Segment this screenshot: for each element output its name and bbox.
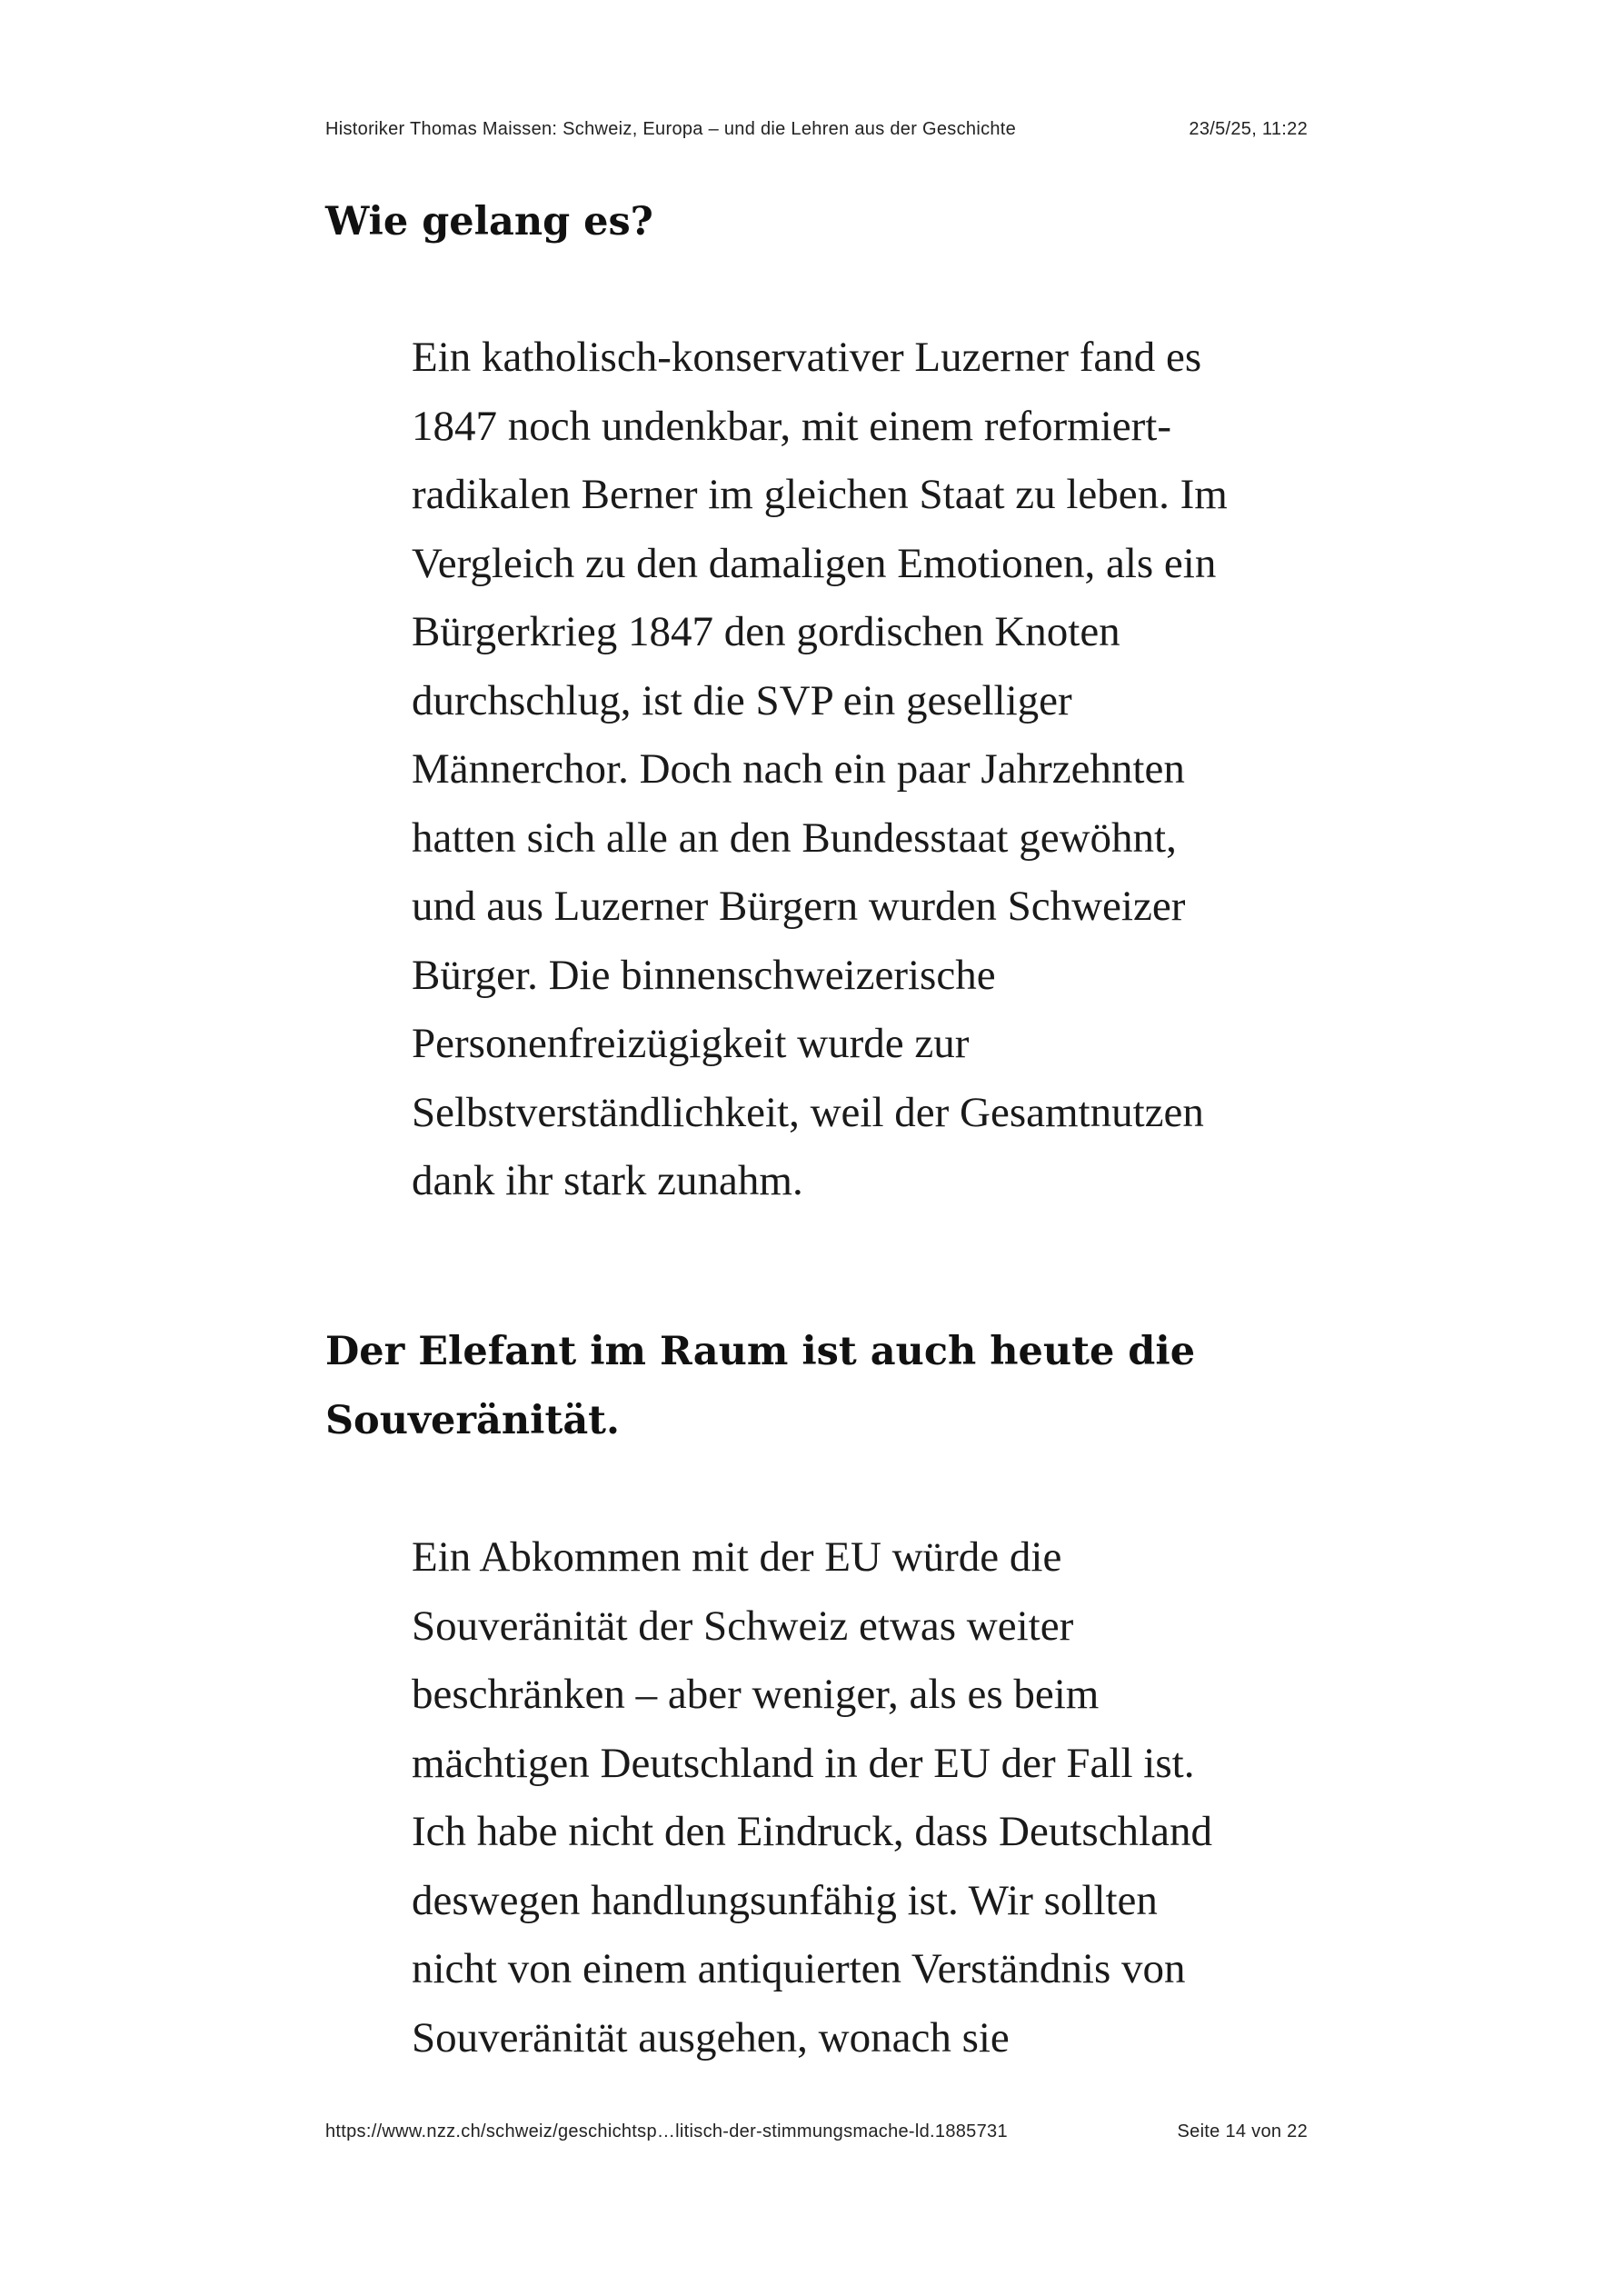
text-line: Personenfreizügigkeit wurde zur (412, 1020, 970, 1067)
heading-line: Wie gelang es? (325, 199, 653, 245)
text-line: Bürger. Die binnenschweizerische (412, 951, 996, 999)
answer-paragraph-1 (412, 324, 1320, 1216)
text-line: Vergleich zu den damaligen Emotionen, als ein (412, 539, 1217, 587)
heading-line: Der Elefant im Raum ist auch heute die (325, 1329, 1196, 1374)
text-line: Männerchor. Doch nach ein paar Jahrzehnten (412, 745, 1185, 793)
text-line: hatten sich alle an den Bundesstaat gewöhnt, (412, 814, 1177, 862)
text-line: radikalen Berner im gleichen Staat zu leben. Im (412, 471, 1228, 518)
text-line: und aus Luzerner Bürgern wurden Schweizer (412, 883, 1186, 930)
print-datetime: 23/5/25, 11:22 (1189, 119, 1308, 139)
answer-paragraph-2 (412, 1523, 1320, 2072)
section-heading-1 (325, 187, 1234, 256)
text-line: durchschlug, ist die SVP ein geselliger (412, 676, 1072, 724)
text-line: nicht von einem antiquierten Verständnis von (412, 1945, 1186, 1992)
text-line: Souveränität der Schweiz etwas weiter (412, 1602, 1074, 1650)
section-heading-2 (325, 1317, 1234, 1455)
text-line: Ein katholisch-konservativer Luzerner fand es (412, 334, 1202, 381)
article-title: Historiker Thomas Maissen: Schweiz, Europa – und die Lehren aus der Geschichte (325, 119, 1017, 139)
text-line: dank ihr stark zunahm. (412, 1157, 803, 1204)
text-line: Selbstverständlichkeit, weil der Gesamtnutzen (412, 1088, 1204, 1136)
page-number: Seite 14 von 22 (1177, 2121, 1308, 2141)
text-line: Souveränität ausgehen, wonach sie (412, 2013, 1010, 2061)
text-line: Ein Abkommen mit der EU würde die (412, 1533, 1062, 1581)
text-line: deswegen handlungsunfähig ist. Wir sollten (412, 1876, 1158, 1924)
source-url: https://www.nzz.ch/schweiz/geschichtsp…litisch-der-stimmungsmache-ld.1885731 (325, 2121, 1008, 2141)
heading-line: Souveränität. (325, 1398, 621, 1443)
text-line: Bürgerkrieg 1847 den gordischen Knoten (412, 608, 1120, 655)
text-line: mächtigen Deutschland in der EU der Fall ist. (412, 1739, 1195, 1787)
text-line: 1847 noch undenkbar, mit einem reformiert- (412, 402, 1172, 450)
text-line: Ich habe nicht den Eindruck, dass Deutschland (412, 1808, 1212, 1855)
text-line: beschränken – aber weniger, als es beim (412, 1671, 1100, 1718)
